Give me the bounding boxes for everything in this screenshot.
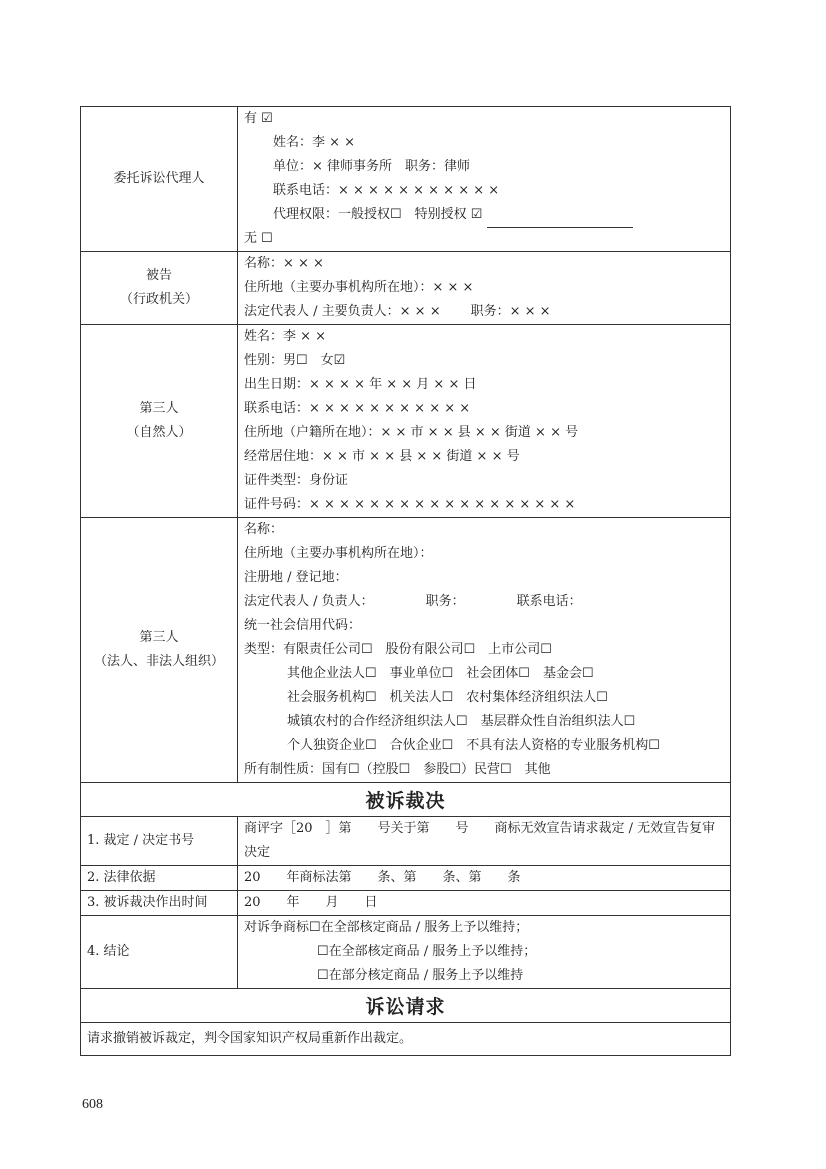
third-person-label-2: （自然人） xyxy=(126,425,192,440)
agent-name: 姓名：李 × × xyxy=(273,135,356,150)
ruling-conclusion-2: ☐在全部核定商品 / 服务上予以维持； xyxy=(317,944,537,959)
agent-label: 委托诉讼代理人 xyxy=(81,107,238,252)
third-org-type-5: 个人独资企业☐ 合伙企业☐ 不具有法人资格的专业服务机构☐ xyxy=(287,738,660,753)
ruling-law-label: 2. 法律依据 xyxy=(81,866,238,891)
ruling-section-row xyxy=(81,783,731,817)
third-person-details xyxy=(238,325,731,518)
ruling-conclusion-row xyxy=(81,916,731,989)
third-person-row xyxy=(81,325,731,518)
agent-unit: 单位：× 律师事务所 职务：律师 xyxy=(273,159,471,174)
agent-authority: 代理权限：一般授权☐ 特别授权 ☑ xyxy=(273,207,483,222)
third-org-label xyxy=(81,518,238,783)
third-org-ownership-line xyxy=(244,758,724,782)
agent-authority-line xyxy=(244,203,724,227)
ruling-doc-row xyxy=(81,817,731,866)
third-org-row xyxy=(81,518,731,783)
page-number: 608 xyxy=(82,1097,103,1112)
ruling-doc-label: 1. 裁定 / 决定书号 xyxy=(81,817,238,866)
ruling-section-title: 被诉裁决 xyxy=(81,783,731,817)
claims-section-title: 诉讼请求 xyxy=(81,989,731,1023)
claims-section-row xyxy=(81,989,731,1023)
third-org-label-1: 第三人 xyxy=(139,630,179,645)
third-org-registration: 注册地 / 登记地： xyxy=(244,570,348,585)
ruling-conclusion-3: ☐在部分核定商品 / 服务上予以维持 xyxy=(317,968,524,983)
third-org-address: 住所地（主要办事机构所在地）： xyxy=(244,546,433,561)
claims-text-row xyxy=(81,1023,731,1056)
third-org-type-3: 社会服务机构☐ 机关法人☐ 农村集体经济组织法人☐ xyxy=(287,690,608,705)
ruling-date-row xyxy=(81,891,731,916)
third-person-id-number: 证件号码：× × × × × × × × × × × × × × × × × × xyxy=(244,497,576,512)
ruling-conclusion-1: 对诉争商标☐在全部核定商品 / 服务上予以维持； xyxy=(244,920,529,935)
third-person-birth: 出生日期：× × × × 年 × × 月 × × 日 xyxy=(244,377,477,392)
ruling-law-text: 20 年商标法第 条、第 条、第 条 xyxy=(244,870,521,885)
third-person-label xyxy=(81,325,238,518)
third-person-id-type: 证件类型：身份证 xyxy=(244,473,349,488)
ownership-other-blank xyxy=(551,758,597,783)
ruling-doc-text: 商评字［20 ］第 号关于第 号 商标无效宣告请求裁定 / 无效宣告复审决定 xyxy=(244,821,716,860)
defendant-rep-title: 职务：× × × xyxy=(470,304,551,319)
third-org-name: 名称： xyxy=(244,522,284,537)
defendant-label-1: 被告 xyxy=(145,268,172,283)
third-org-type-2: 其他企业法人☐ 事业单位☐ 社会团体☐ 基金会☐ xyxy=(287,666,594,681)
ruling-conclusion-value xyxy=(238,916,731,989)
ruling-date-value xyxy=(238,891,731,916)
third-person-phone: 联系电话：× × × × × × × × × × × xyxy=(244,401,471,416)
agent-has: 有 ☑ xyxy=(244,111,273,126)
agent-row xyxy=(81,107,731,252)
ruling-date-text: 20 年 月 日 xyxy=(244,895,378,910)
third-person-label-1: 第三人 xyxy=(139,401,179,416)
defendant-name: 名称：× × × xyxy=(244,256,324,271)
third-org-rep: 法定代表人 / 负责人： xyxy=(244,594,374,609)
third-org-type-1: 类型：有限责任公司☐ 股份有限公司☐ 上市公司☐ xyxy=(244,642,552,657)
third-org-label-2: （法人、非法人组织） xyxy=(93,654,224,669)
complaint-form-table xyxy=(80,106,731,1056)
defendant-label xyxy=(81,252,238,325)
defendant-rep: 法定代表人 / 主要负责人：× × × xyxy=(244,304,441,319)
ruling-date-label: 3. 被诉裁决作出时间 xyxy=(81,891,238,916)
third-org-credit-code: 统一社会信用代码： xyxy=(244,618,362,633)
third-org-ownership: 所有制性质：国有☐（控股☐ 参股☐）民营☐ 其他 xyxy=(244,762,551,777)
third-person-residence: 经常居住地：× × 市 × × 县 × × 街道 × × 号 xyxy=(244,449,520,464)
third-org-rep-title: 职务： xyxy=(425,594,465,609)
agent-phone: 联系电话：× × × × × × × × × × × xyxy=(273,183,500,198)
ruling-law-value xyxy=(238,866,731,891)
defendant-label-2: （行政机关） xyxy=(119,292,198,307)
defendant-row xyxy=(81,252,731,325)
third-person-domicile: 住所地（户籍所在地）：× × 市 × × 县 × × 街道 × × 号 xyxy=(244,425,579,440)
third-org-type-4: 城镇农村的合作经济组织法人☐ 基层群众性自治组织法人☐ xyxy=(287,714,636,729)
claims-text: 请求撤销被诉裁定，判令国家知识产权局重新作出裁定。 xyxy=(81,1023,731,1056)
third-org-rep-line xyxy=(244,590,724,614)
defendant-rep-line xyxy=(244,300,724,324)
ruling-conclusion-label: 4. 结论 xyxy=(81,916,238,989)
third-org-details xyxy=(238,518,731,783)
defendant-address: 住所地（主要办事机构所在地）：× × × xyxy=(244,280,474,295)
third-org-rep-phone: 联系电话： xyxy=(516,594,582,609)
authority-blank xyxy=(487,203,633,228)
agent-details xyxy=(238,107,731,252)
agent-none: 无 ☐ xyxy=(244,231,273,246)
ruling-law-row xyxy=(81,866,731,891)
defendant-details xyxy=(238,252,731,325)
ruling-doc-value xyxy=(238,817,731,866)
third-person-name: 姓名：李 × × xyxy=(244,329,327,344)
third-person-gender: 性别：男☐ 女☑ xyxy=(244,353,346,368)
